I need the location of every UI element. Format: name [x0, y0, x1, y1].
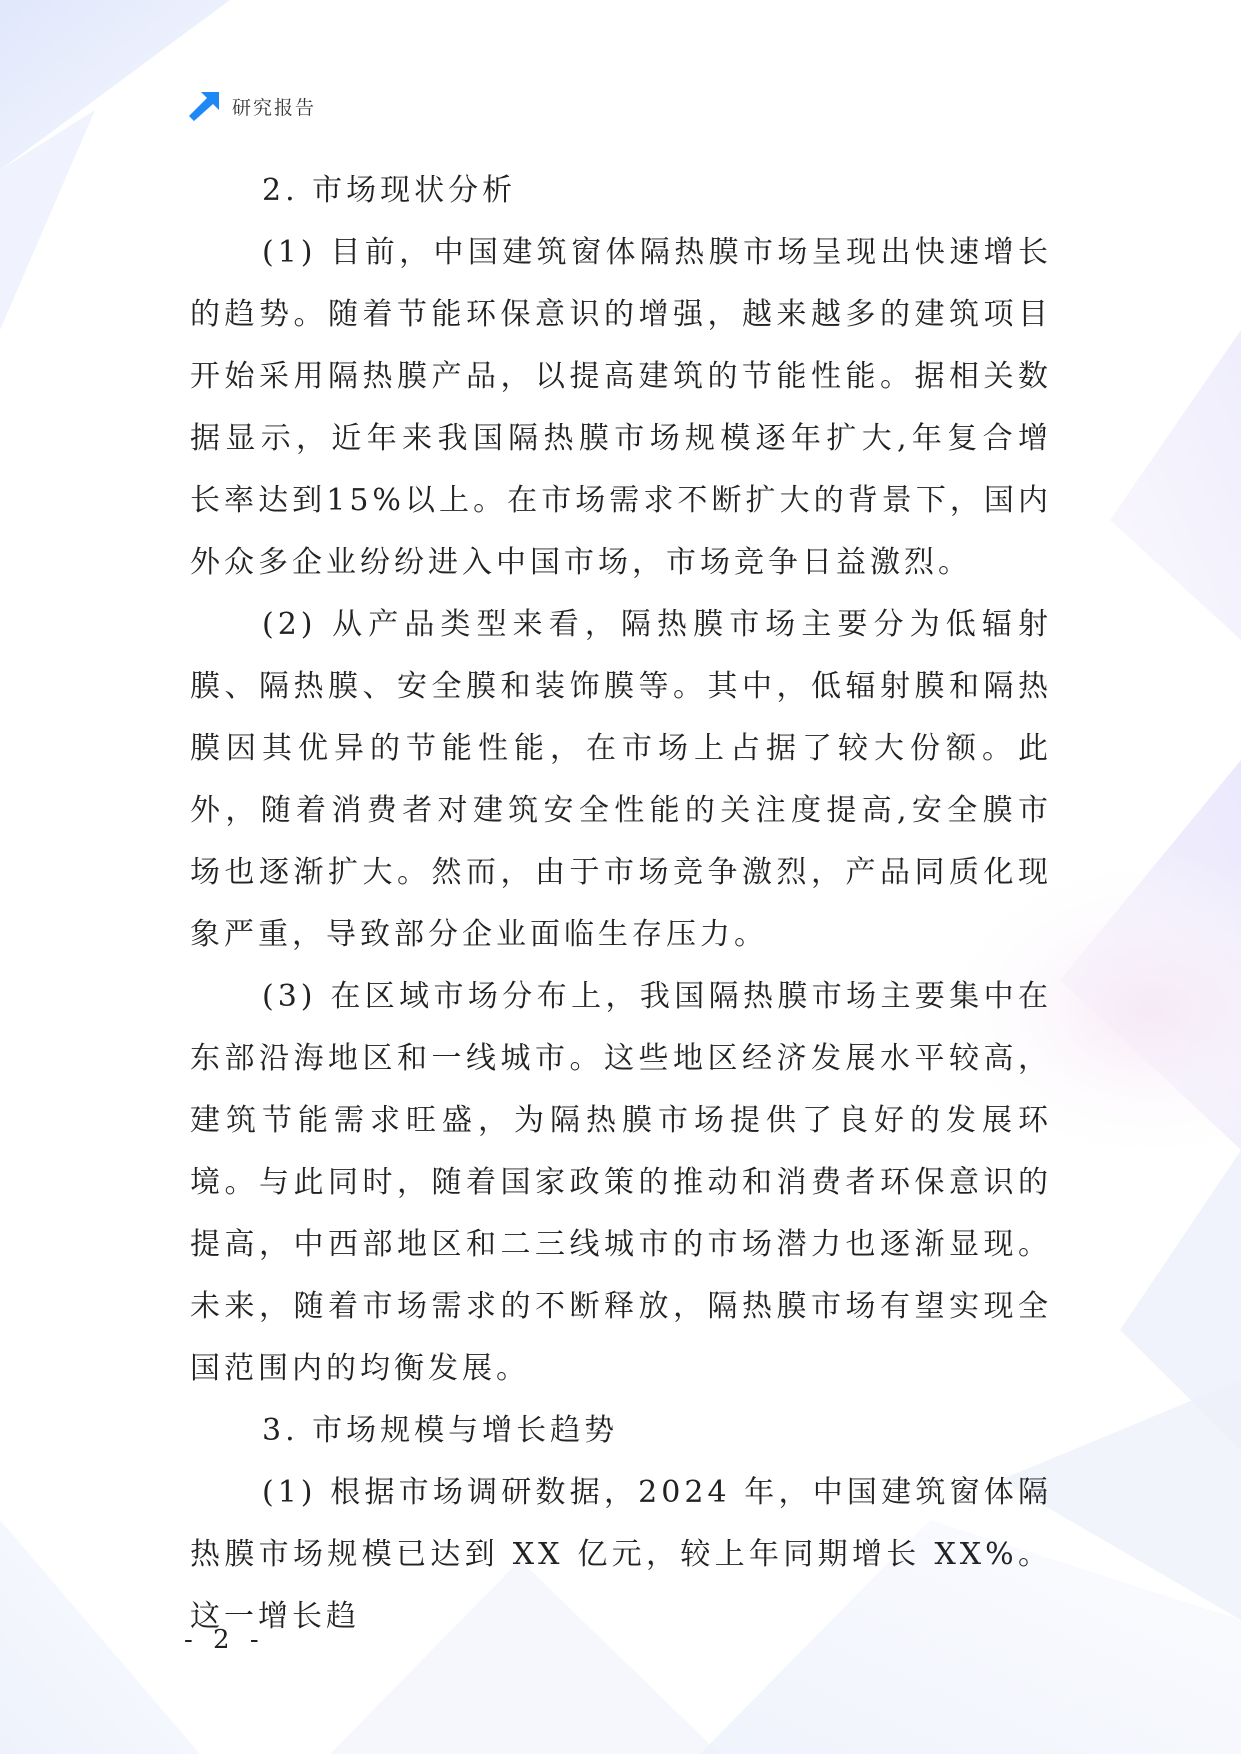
header-title: 研究报告 [232, 96, 317, 119]
paragraph: (1) 目前，中国建筑窗体隔热膜市场呈现出快速增长的趋势。随着节能环保意识的增强，越来越多的建筑项目开始采用隔热膜产品，以提高建筑的节能性能。据相关数据显示，近年来我国隔热膜市场规模逐年扩大,年复合增长率达到15%以上。在市场需求不断扩大的背景下，国内外众多企业纷纷进入中国市场，市场竞争日益激烈。 [190, 235, 1052, 580]
paragraph: (2) 从产品类型来看，隔热膜市场主要分为低辐射膜、隔热膜、安全膜和装饰膜等。其中，低辐射膜和隔热膜因其优异的节能性能，在市场上占据了较大份额。此外，随着消费者对建筑安全性能的关注度提高,安全膜市场也逐渐扩大。然而，由于市场竞争激烈，产品同质化现象严重，导致部分企业面临生存压力。 [190, 607, 1052, 952]
page-number: - 2 - [184, 1625, 265, 1655]
document-body [190, 160, 1052, 1648]
section-heading: 2. 市场现状分析 [262, 173, 517, 208]
arrow-up-right-icon [187, 90, 221, 122]
paragraph: (1) 根据市场调研数据，2024 年，中国建筑窗体隔热膜市场规模已达到 XX 亿元，较上年同期增长 XX%。这一增长趋 [190, 1475, 1052, 1634]
paragraph: (3) 在区域市场分布上，我国隔热膜市场主要集中在东部沿海地区和一线城市。这些地区经济发展水平较高，建筑节能需求旺盛，为隔热膜市场提供了良好的发展环境。与此同时，随着国家政策的推动和消费者环保意识的提高，中西部地区和二三线城市的市场潜力也逐渐显现。未来，随着市场需求的不断释放，隔热膜市场有望实现全国范围内的均衡发展。 [190, 979, 1052, 1386]
section-heading: 3. 市场规模与增长趋势 [262, 1413, 619, 1448]
report-header [187, 90, 316, 122]
